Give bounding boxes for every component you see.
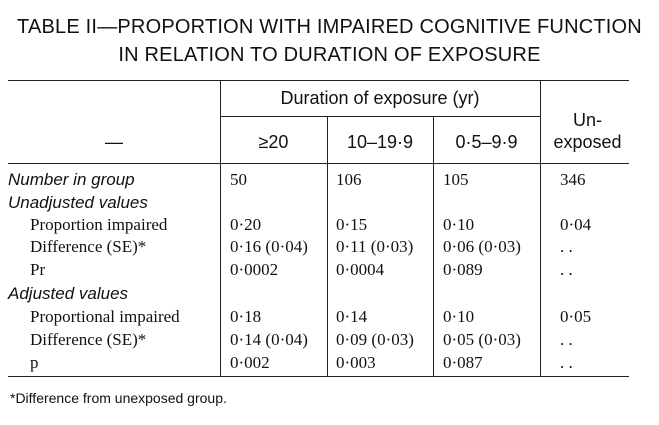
row-label: Pr: [30, 260, 46, 279]
table-cell: 0·087: [443, 353, 483, 372]
table-title-line-1: TABLE II—PROPORTION WITH IMPAIRED COGNITIVE FUNCTION: [17, 16, 642, 38]
table-cell: 105: [443, 170, 469, 189]
header-col-20plus: ≥20: [258, 132, 289, 152]
row-label: Number in group: [8, 170, 135, 189]
header-bottom-rule: [8, 163, 629, 164]
table-cell: . .: [560, 237, 573, 256]
header-unexposed-line-1: Un-: [572, 110, 602, 130]
table-title-line-2: IN RELATION TO DURATION OF EXPOSURE: [118, 44, 541, 66]
row-label: Difference (SE)*: [30, 330, 147, 349]
header-col-0-5-9: 0·5–9·9: [455, 132, 518, 152]
row-label: Proportion impaired: [30, 215, 168, 234]
table-cell: 0·05: [560, 307, 592, 326]
table-cell: 0·06 (0·03): [443, 237, 521, 256]
table-cell: . .: [560, 353, 573, 372]
table-cell: 50: [230, 170, 247, 189]
row-label: Difference (SE)*: [30, 237, 147, 256]
table-cell: 0·11 (0·03): [336, 237, 414, 256]
row-label: Adjusted values: [8, 284, 129, 303]
header-unexposed-line-2: exposed: [553, 132, 622, 152]
table-cell: 0·04: [560, 215, 592, 234]
top-rule: [8, 80, 629, 81]
table-cell: . .: [560, 260, 573, 279]
table-cell: 0·14 (0·04): [230, 330, 308, 349]
group-header-rule: [220, 116, 540, 117]
col-divider-3: [433, 116, 434, 376]
table-cell: 0·18: [230, 307, 262, 326]
table-cell: 106: [336, 170, 362, 189]
footnote: *Difference from unexposed group.: [10, 390, 227, 406]
table-cell: 0·16 (0·04): [230, 237, 308, 256]
header-stub: —: [105, 132, 123, 152]
table-cell: 0·05 (0·03): [443, 330, 521, 349]
bottom-rule: [8, 376, 629, 377]
table-cell: 0·09 (0·03): [336, 330, 414, 349]
table-cell: 0·002: [230, 353, 270, 372]
header-duration-group: Duration of exposure (yr): [280, 88, 480, 108]
col-divider-1: [220, 80, 221, 376]
table-cell: 0·15: [336, 215, 368, 234]
table-cell: 0·003: [336, 353, 376, 372]
header-col-10-19: 10–19·9: [346, 132, 414, 152]
row-label: Proportional impaired: [30, 307, 180, 326]
table-cell: 346: [560, 170, 586, 189]
table-cell: 0·0002: [230, 260, 279, 279]
table-cell: . .: [560, 330, 573, 349]
row-label: p: [30, 353, 39, 372]
col-divider-2: [327, 116, 328, 376]
table-cell: 0·10: [443, 215, 475, 234]
table-cell: 0·10: [443, 307, 475, 326]
table-cell: 0·14: [336, 307, 368, 326]
row-label: Unadjusted values: [8, 193, 148, 212]
table-cell: 0·20: [230, 215, 262, 234]
table-cell: 0·089: [443, 260, 483, 279]
table-cell: 0·0004: [336, 260, 385, 279]
